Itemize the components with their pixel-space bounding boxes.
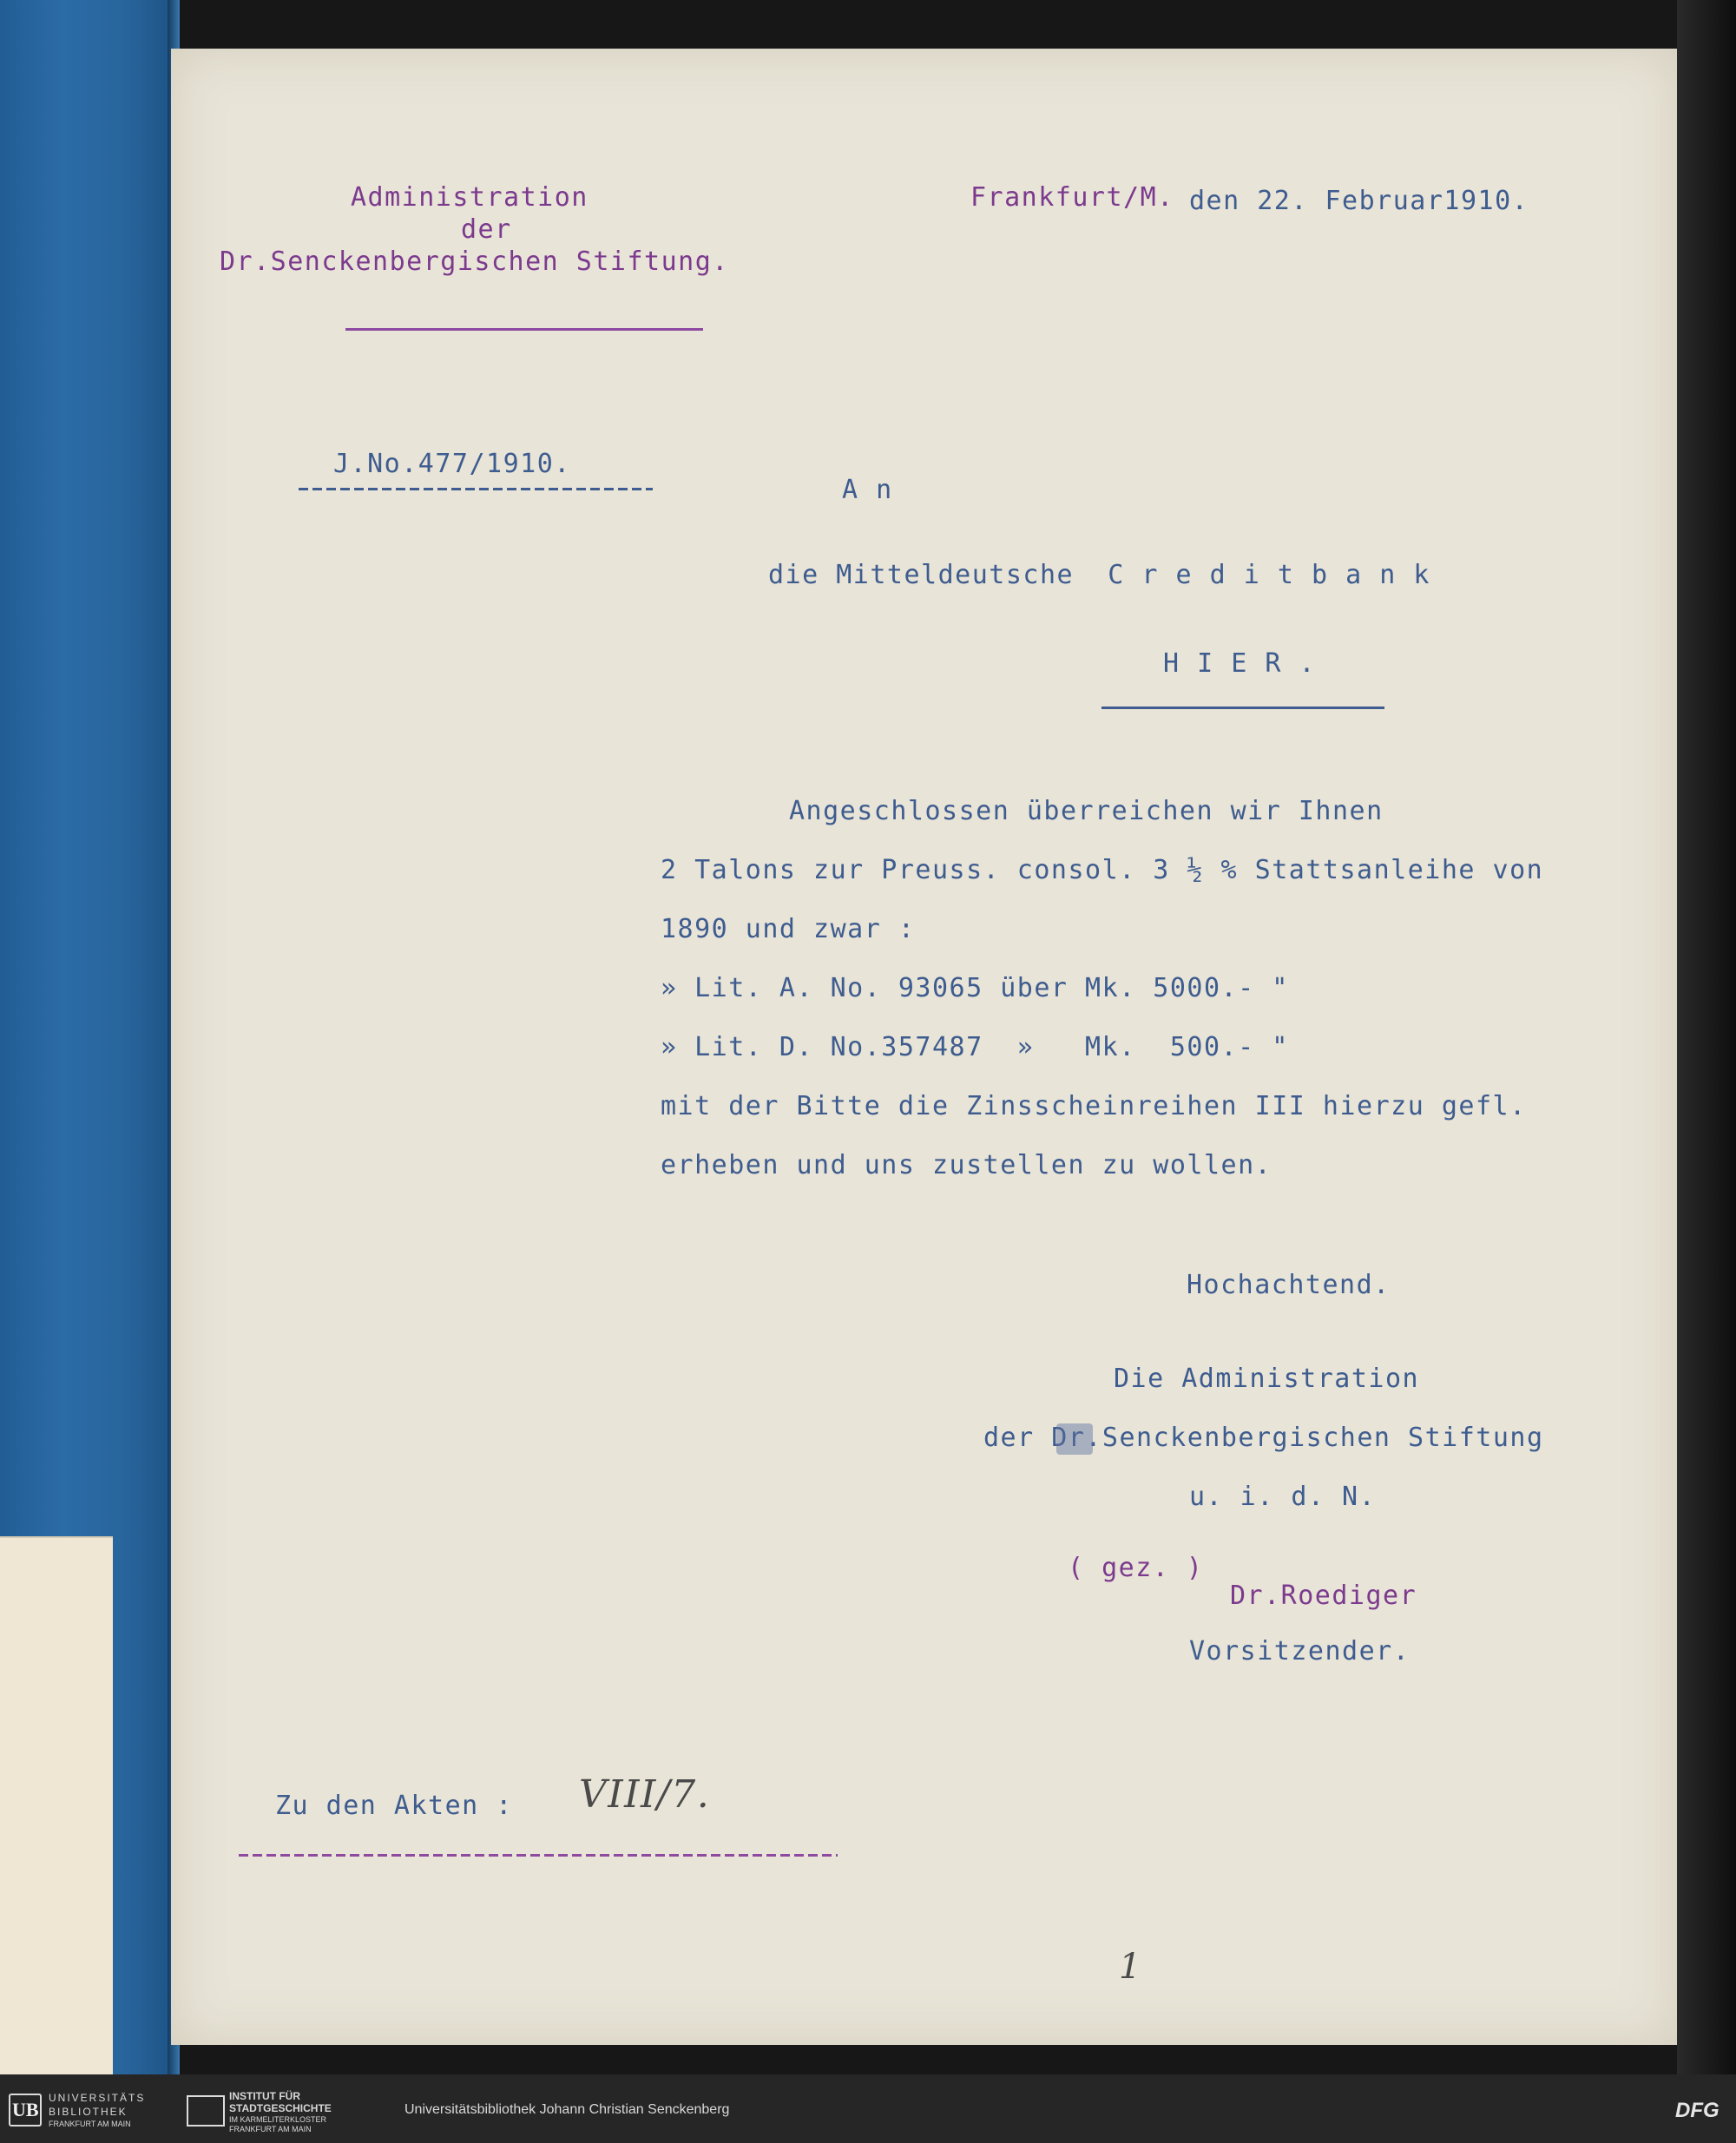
institut-logo-icon — [187, 2095, 225, 2127]
letter-sheet — [171, 49, 1677, 2045]
signatory-line2: der Dr.Senckenbergischen Stiftung — [983, 1423, 1544, 1453]
paper-slip — [0, 1536, 113, 2076]
ub-name-line3: FRANKFURT AM MAIN — [49, 2120, 131, 2128]
signatory-line3: u. i. d. N. — [1189, 1482, 1377, 1512]
body-line: erheben und uns zustellen zu wollen. — [661, 1150, 1272, 1180]
body-line: 1890 und zwar : — [661, 914, 916, 944]
institut-line2: STADTGESCHICHTE — [229, 2102, 332, 2114]
address-to: A n — [842, 475, 893, 505]
filing-rule — [239, 1854, 838, 1857]
signed-note: ( gez. ) — [1068, 1553, 1204, 1583]
institut-line4: FRANKFURT AM MAIN — [229, 2125, 312, 2133]
signatory-name: Dr.Roediger — [1230, 1581, 1417, 1611]
library-name: Universitätsbibliothek Johann Christian Senckenberg — [404, 2102, 730, 2117]
closing-greeting: Hochachtend. — [1187, 1270, 1391, 1300]
signatory-title: Vorsitzender. — [1189, 1636, 1410, 1666]
journal-number: J.No.477/1910. — [333, 449, 571, 479]
address-rule — [1101, 707, 1384, 709]
institut-line3: IM KARMELITERKLOSTER — [229, 2115, 327, 2124]
date: den 22. Februar1910. — [1189, 186, 1529, 216]
letterhead-rule — [345, 328, 703, 331]
filing-label: Zu den Akten : — [275, 1791, 513, 1821]
dfg-logo: DFG — [1675, 2099, 1720, 2122]
ub-name-line2: BIBLIOTHEK — [49, 2106, 128, 2118]
background-strip — [1677, 0, 1736, 2074]
letterhead-line3: Dr.Senckenbergischen Stiftung. — [220, 247, 729, 277]
footer-bar — [0, 2074, 1736, 2143]
ub-logo: UB — [12, 2099, 39, 2120]
place: Frankfurt/M. — [970, 182, 1174, 213]
body-line: » Lit. A. No. 93065 über Mk. 5000.- " — [661, 973, 1289, 1003]
body-line: » Lit. D. No.357487 » Mk. 500.- " — [661, 1032, 1289, 1062]
signatory-line1: Die Administration — [1114, 1364, 1420, 1394]
letterhead-line1: Administration — [351, 182, 589, 213]
ub-name-line1: UNIVERSITÄTS — [49, 2092, 146, 2104]
body-line: mit der Bitte die Zinsscheinreihen III hierzu gefl. — [661, 1091, 1527, 1121]
journal-number-rule — [299, 488, 653, 490]
pencil-page-number: 1 — [1119, 1947, 1142, 1987]
institut-line1: INSTITUT FÜR — [229, 2090, 300, 2102]
filing-handwritten-ref: VIII/7. — [579, 1772, 711, 1817]
body-line: 2 Talons zur Preuss. consol. 3 ½ % Stattsanleihe von — [661, 855, 1544, 885]
ink-blot — [1056, 1423, 1093, 1455]
body-line: Angeschlossen überreichen wir Ihnen — [789, 796, 1384, 826]
address-recipient: die Mitteldeutsche C r e d i t b a n k — [768, 560, 1430, 590]
letterhead-line2: der — [461, 214, 512, 245]
address-location: H I E R . — [1163, 648, 1317, 679]
